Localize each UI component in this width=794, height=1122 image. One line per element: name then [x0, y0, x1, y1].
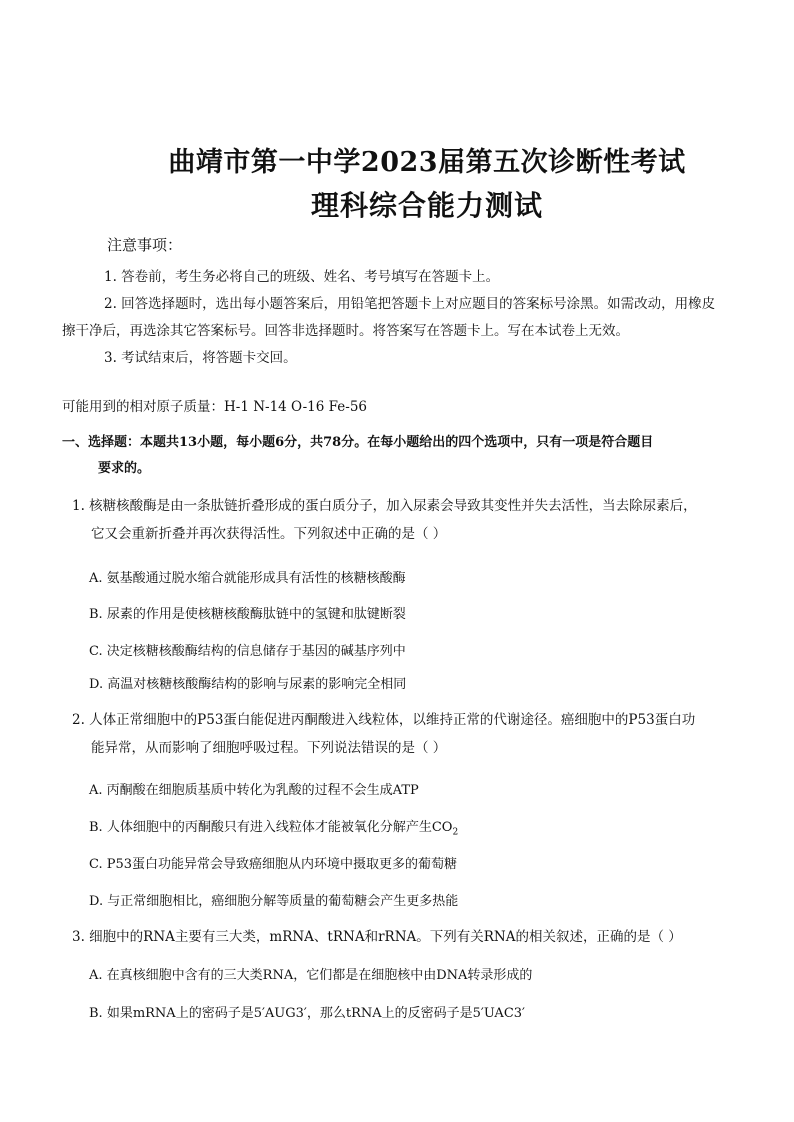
question-1-option-c: C. 决定核糖核酸酶结构的信息储存于基因的碱基序列中 — [89, 644, 406, 659]
question-2-option-b — [89, 816, 458, 838]
section-heading-line1: 一、选择题：本题共13小题，每小题6分，共78分。在每小题给出的四个选项中，只有一项是符合题目 — [62, 435, 654, 450]
section-heading-line2: 要求的。 — [98, 461, 151, 476]
question-2-option-b-text: B. 人体细胞中的丙酮酸只有进入线粒体才能被氧化分解产生CO — [89, 820, 453, 835]
question-1-option-b: B. 尿素的作用是使核糖核酸酶肽链中的氢键和肽键断裂 — [89, 607, 406, 622]
question-2-stem — [72, 706, 732, 762]
question-3-option-a: A. 在真核细胞中含有的三大类RNA，它们都是在细胞核中由DNA转录形成的 — [89, 968, 533, 983]
co2-subscript: 2 — [452, 827, 459, 838]
question-3-line1: 3. 细胞中的RNA主要有三大类，mRNA、tRNA和rRNA。下列有关RNA的相关叙述，正确的是（ ） — [72, 929, 682, 945]
question-1-option-d: D. 高温对核糖核酸酶结构的影响与尿素的影响完全相同 — [89, 677, 407, 692]
question-3-option-b: B. 如果mRNA上的密码子是5′AUG3′，那么tRNA上的反密码子是5′UAC3′ — [89, 1006, 525, 1021]
exam-title: 曲靖市第一中学2023届第五次诊断性考试 — [168, 147, 686, 178]
question-1-line1: 1. 核糖核酸酶是由一条肽链折叠形成的蛋白质分子，加入尿素会导致其变性并失去活性，当去除尿素后， — [72, 498, 697, 514]
question-1-stem — [72, 492, 732, 548]
question-1-option-a: A. 氨基酸通过脱水缩合就能形成具有活性的核糖核酸酶 — [89, 571, 406, 586]
note-item-3: 3. 考试结束后，将答题卡交回。 — [104, 350, 297, 366]
question-3-stem — [72, 923, 732, 951]
question-2-option-c: C. P53蛋白功能异常会导致癌细胞从内环境中摄取更多的葡萄糖 — [89, 857, 458, 872]
note-item-2: 2. 回答选择题时，选出每小题答案后，用铅笔把答题卡上对应题目的答案标号涂黑。如需改动，用橡皮擦干净后，再选涂其它答案标号。回答非选择题时。将答案写在答题卡上。写在本试卷上无效。 — [62, 296, 716, 339]
atomic-masses: 可能用到的相对原子质量：H-1 N-14 O-16 Fe-56 — [62, 399, 368, 415]
question-2-option-a: A. 丙酮酸在细胞质基质中转化为乳酸的过程不会生成ATP — [89, 783, 419, 798]
question-1-line2: 它又会重新折叠并再次获得活性。下列叙述中正确的是（ ） — [91, 526, 447, 542]
notes-list — [62, 264, 726, 372]
notes-heading: 注意事项： — [107, 236, 183, 254]
section-heading — [62, 430, 726, 482]
exam-subtitle: 理科综合能力测试 — [310, 189, 543, 222]
question-2-option-d: D. 与正常细胞相比，癌细胞分解等质量的葡萄糖会产生更多热能 — [89, 894, 459, 909]
question-2-line2: 能异常，从而影响了细胞呼吸过程。下列说法错误的是（ ） — [91, 740, 447, 756]
note-item-1: 1. 答卷前，考生务必将自己的班级、姓名、考号填写在答题卡上。 — [104, 269, 500, 285]
question-2-line1: 2. 人体正常细胞中的P53蛋白能促进丙酮酸进入线粒体，以维持正常的代谢途径。癌细胞中的P53蛋白功 — [72, 712, 696, 728]
